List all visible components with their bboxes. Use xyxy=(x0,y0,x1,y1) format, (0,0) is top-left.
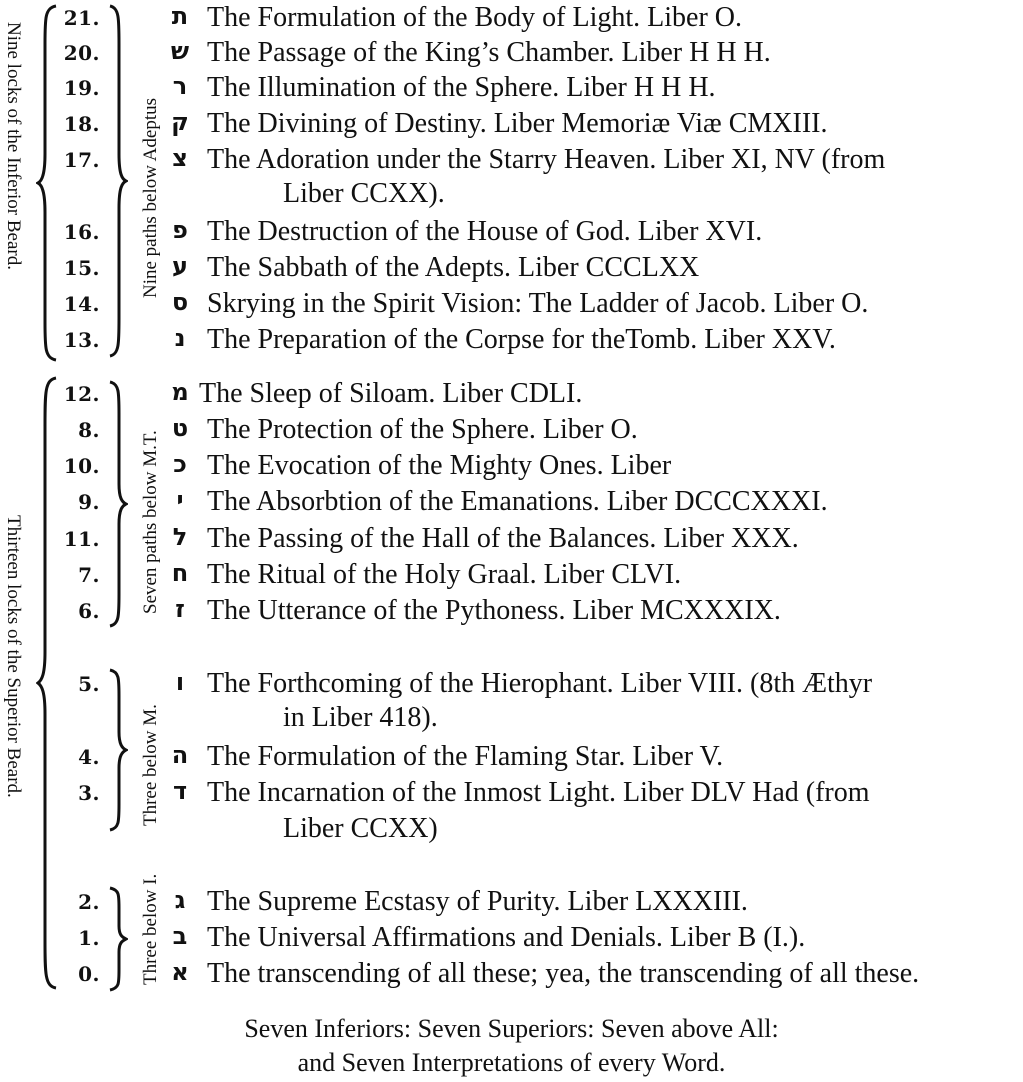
entry-text: The Sabbath of the Adepts. Liber CCCLXX xyxy=(207,252,700,283)
footer-line-1: Seven Inferiors: Seven Superiors: Seven above All: xyxy=(244,1014,779,1043)
entry-text: The Divining of Destiny. Liber Memoriæ Viæ CMXIII. xyxy=(207,108,828,139)
entry-number: 20. xyxy=(63,41,100,65)
hebrew-letter: נ xyxy=(174,324,186,352)
footer-line-2: and Seven Interpretations of every Word. xyxy=(297,1048,726,1077)
entry-text: The Adoration under the Starry Heaven. Liber XI, NV (from xyxy=(207,144,886,175)
entry-text: Skrying in the Spirit Vision: The Ladder of Jacob. Liber O. xyxy=(207,288,869,319)
entry-number: 12. xyxy=(63,382,100,406)
entry-text: The Evocation of the Mighty Ones. Liber xyxy=(207,450,672,481)
hebrew-letter: ו xyxy=(175,668,185,696)
hebrew-letter: ד xyxy=(172,777,188,805)
m-group-label: Three below M. xyxy=(140,704,161,826)
superior-beard-label: Thirteen locks of the Superior Beard. xyxy=(3,515,24,798)
hebrew-letter: ז xyxy=(175,595,185,623)
entry-number: 3. xyxy=(78,781,100,805)
inferior-beard-label: Nine locks of the Inferior Beard. xyxy=(3,22,24,270)
adeptus-brace xyxy=(106,4,128,358)
mt-group-label: Seven paths below M.T. xyxy=(140,430,161,614)
adeptus-group-label: Nine paths below Adeptus xyxy=(140,97,161,298)
hebrew-letter: ש xyxy=(170,37,190,65)
entry-number: 17. xyxy=(63,148,100,172)
hebrew-letter: צ xyxy=(172,144,188,172)
entry-text: The transcending of all these; yea, the transcending of all these. xyxy=(207,958,920,989)
entry-text: The Forthcoming of the Hierophant. Liber VIII. (8th Æthyr xyxy=(207,668,873,699)
hebrew-letter: ב xyxy=(172,922,188,950)
hebrew-letter: ל xyxy=(172,523,188,551)
entry-number: 10. xyxy=(63,454,100,478)
entry-text: The Formulation of the Flaming Star. Liber V. xyxy=(207,741,724,772)
entry-number: 4. xyxy=(78,745,100,769)
entry-number: 9. xyxy=(78,490,100,514)
entry-number: 15. xyxy=(63,256,100,280)
entry-text: The Utterance of the Pythoness. Liber MCXXXIX. xyxy=(207,595,781,626)
entry-number: 5. xyxy=(78,672,100,696)
hebrew-letter: א xyxy=(171,958,189,986)
hebrew-letter: ק xyxy=(171,108,189,136)
i-group-label: Three below I. xyxy=(140,873,161,985)
entry-text: The Supreme Ecstasy of Purity. Liber LXXXIII. xyxy=(207,886,748,917)
entry-number: 2. xyxy=(78,890,100,914)
hebrew-letter: ח xyxy=(171,559,189,587)
entry-number: 19. xyxy=(63,76,100,100)
hebrew-letter: י xyxy=(176,486,184,514)
entry-number: 18. xyxy=(63,112,100,136)
mt-brace xyxy=(106,380,128,628)
entry-text: The Passing of the Hall of the Balances. Liber XXX. xyxy=(207,523,799,554)
hebrew-letter: ה xyxy=(171,741,189,769)
hebrew-letter: ר xyxy=(172,72,188,100)
entry-number: 16. xyxy=(63,220,100,244)
hebrew-letter: ע xyxy=(172,252,188,280)
entry-number: 1. xyxy=(78,926,100,950)
hebrew-letter: כ xyxy=(173,450,187,478)
entry-text: The Formulation of the Body of Light. Liber O. xyxy=(207,2,743,33)
hebrew-letter: ט xyxy=(171,414,189,442)
hebrew-letter: מ xyxy=(171,378,189,406)
hebrew-letter: ג xyxy=(174,886,186,914)
entry-text: The Illumination of the Sphere. Liber H H H. xyxy=(207,72,716,103)
entry-text: The Absorbtion of the Emanations. Liber DCCCXXXI. xyxy=(207,486,828,517)
entry-text-continued: in Liber 418). xyxy=(283,702,438,733)
entry-number: 7. xyxy=(78,563,100,587)
entry-text: The Incarnation of the Inmost Light. Liber DLV Had (from xyxy=(207,777,870,808)
entry-text-continued: Liber CCXX). xyxy=(283,178,445,209)
entry-text: The Sleep of Siloam. Liber CDLI. xyxy=(199,378,583,409)
hebrew-letter: פ xyxy=(172,216,188,244)
entry-text: The Passage of the King’s Chamber. Liber H H H. xyxy=(207,37,771,68)
entry-number: 11. xyxy=(63,527,100,551)
entry-text-continued: Liber CCXX) xyxy=(283,813,438,844)
m-brace xyxy=(106,668,128,832)
entry-number: 21. xyxy=(63,6,100,30)
entry-text: The Preparation of the Corpse for theTomb. Liber XXV. xyxy=(207,324,836,355)
hebrew-letter: ס xyxy=(171,288,189,316)
entry-text: The Ritual of the Holy Graal. Liber CLVI. xyxy=(207,559,682,590)
entry-number: 0. xyxy=(78,962,100,986)
hebrew-letter: ת xyxy=(171,2,189,30)
entry-number: 8. xyxy=(78,418,100,442)
entry-text: The Universal Affirmations and Denials. Liber B (I.). xyxy=(207,922,806,953)
entry-text: The Destruction of the House of God. Liber XVI. xyxy=(207,216,763,247)
entry-number: 14. xyxy=(63,292,100,316)
i-brace xyxy=(106,886,128,992)
entry-number: 6. xyxy=(78,599,100,623)
entry-text: The Protection of the Sphere. Liber O. xyxy=(207,414,638,445)
entry-number: 13. xyxy=(63,328,100,352)
